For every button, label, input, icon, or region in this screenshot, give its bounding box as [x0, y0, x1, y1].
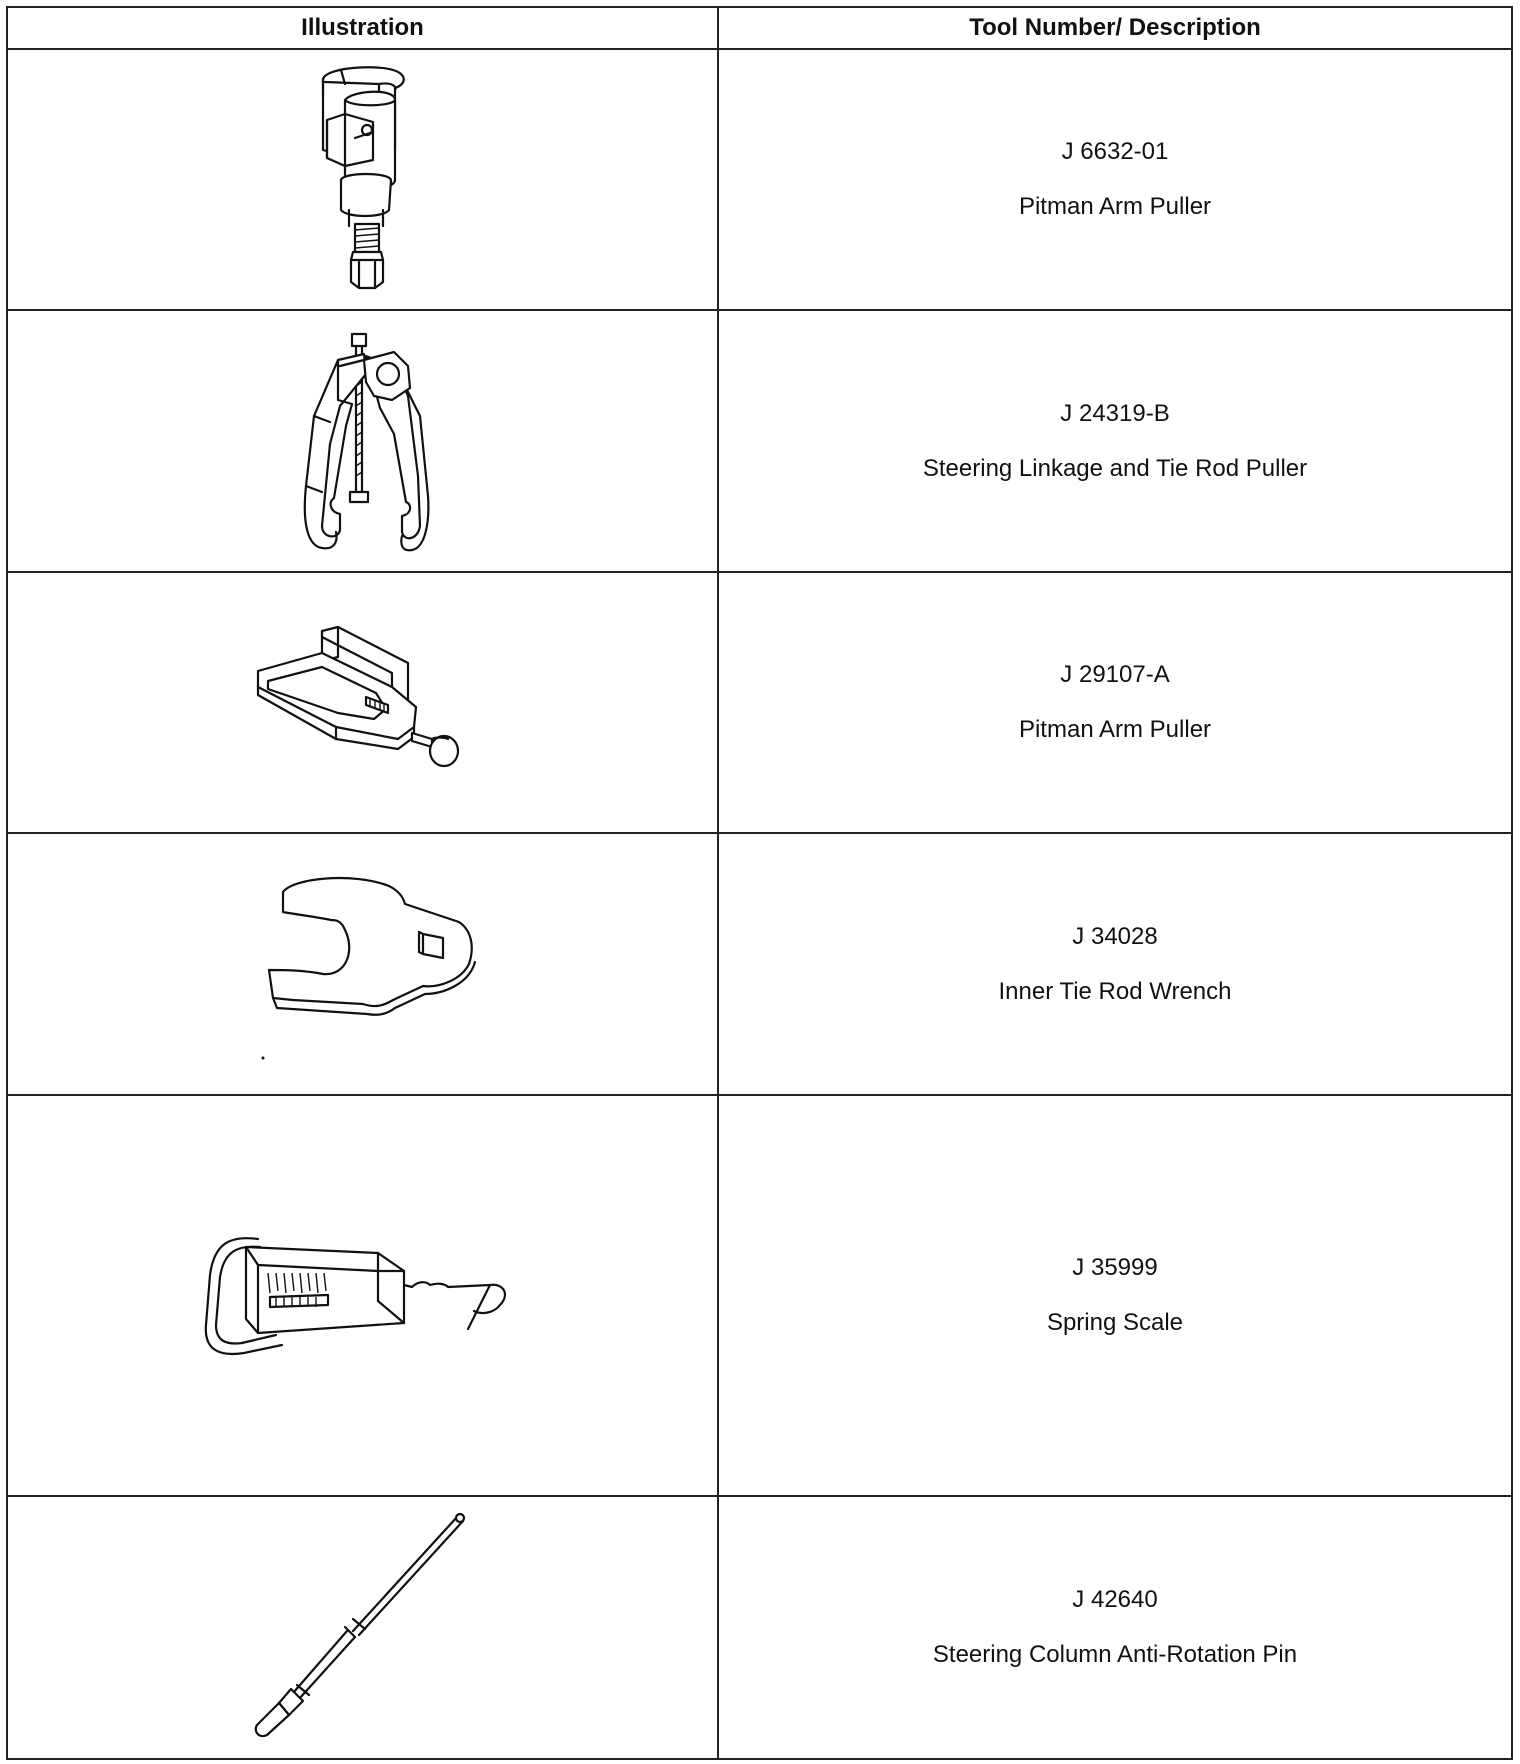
tool-number: J 34028 [1072, 922, 1158, 950]
two-jaw-puller-icon [268, 326, 458, 556]
tool-number: J 6632-01 [1061, 138, 1169, 166]
description-cell [718, 1496, 1512, 1760]
tool-number: J 29107-A [1060, 661, 1170, 689]
illustration-cell [7, 49, 718, 310]
table-row [7, 1496, 1512, 1760]
illustration-cell [7, 1095, 718, 1496]
illustration-cell [7, 833, 718, 1094]
tool-table [6, 6, 1513, 1760]
tool-description: Steering Linkage and Tie Rod Puller [922, 454, 1308, 482]
anti-rotation-pin-icon [243, 1507, 483, 1747]
illustration-cell [7, 310, 718, 571]
table-row [7, 572, 1512, 833]
header-tool-number-description: Tool Number/ Description [718, 7, 1512, 49]
illustration-cell [7, 1496, 718, 1760]
description-cell [718, 572, 1512, 833]
description-cell [718, 310, 1512, 571]
spring-scale-icon [198, 1225, 528, 1365]
tool-number: J 42640 [1072, 1585, 1158, 1613]
fork-puller-icon [248, 623, 478, 783]
table-row [7, 1095, 1512, 1496]
tool-number: J 24319-B [1060, 399, 1170, 427]
tool-description: Inner Tie Rod Wrench [998, 977, 1232, 1005]
tool-description: Spring Scale [1046, 1308, 1184, 1336]
description-cell [718, 49, 1512, 310]
crowfoot-wrench-icon [243, 864, 483, 1064]
pitman-arm-puller-screw-icon [283, 60, 443, 300]
header-row [7, 7, 1512, 49]
header-illustration: Illustration [7, 7, 718, 49]
tool-description: Pitman Arm Puller [1018, 193, 1212, 221]
illustration-cell [7, 572, 718, 833]
tool-number: J 35999 [1072, 1253, 1158, 1281]
description-cell [718, 1095, 1512, 1496]
table-row [7, 49, 1512, 310]
tool-description: Steering Column Anti-Rotation Pin [932, 1640, 1298, 1668]
description-cell [718, 833, 1512, 1094]
table-row [7, 833, 1512, 1094]
tool-description: Pitman Arm Puller [1018, 716, 1212, 744]
table-row [7, 310, 1512, 571]
